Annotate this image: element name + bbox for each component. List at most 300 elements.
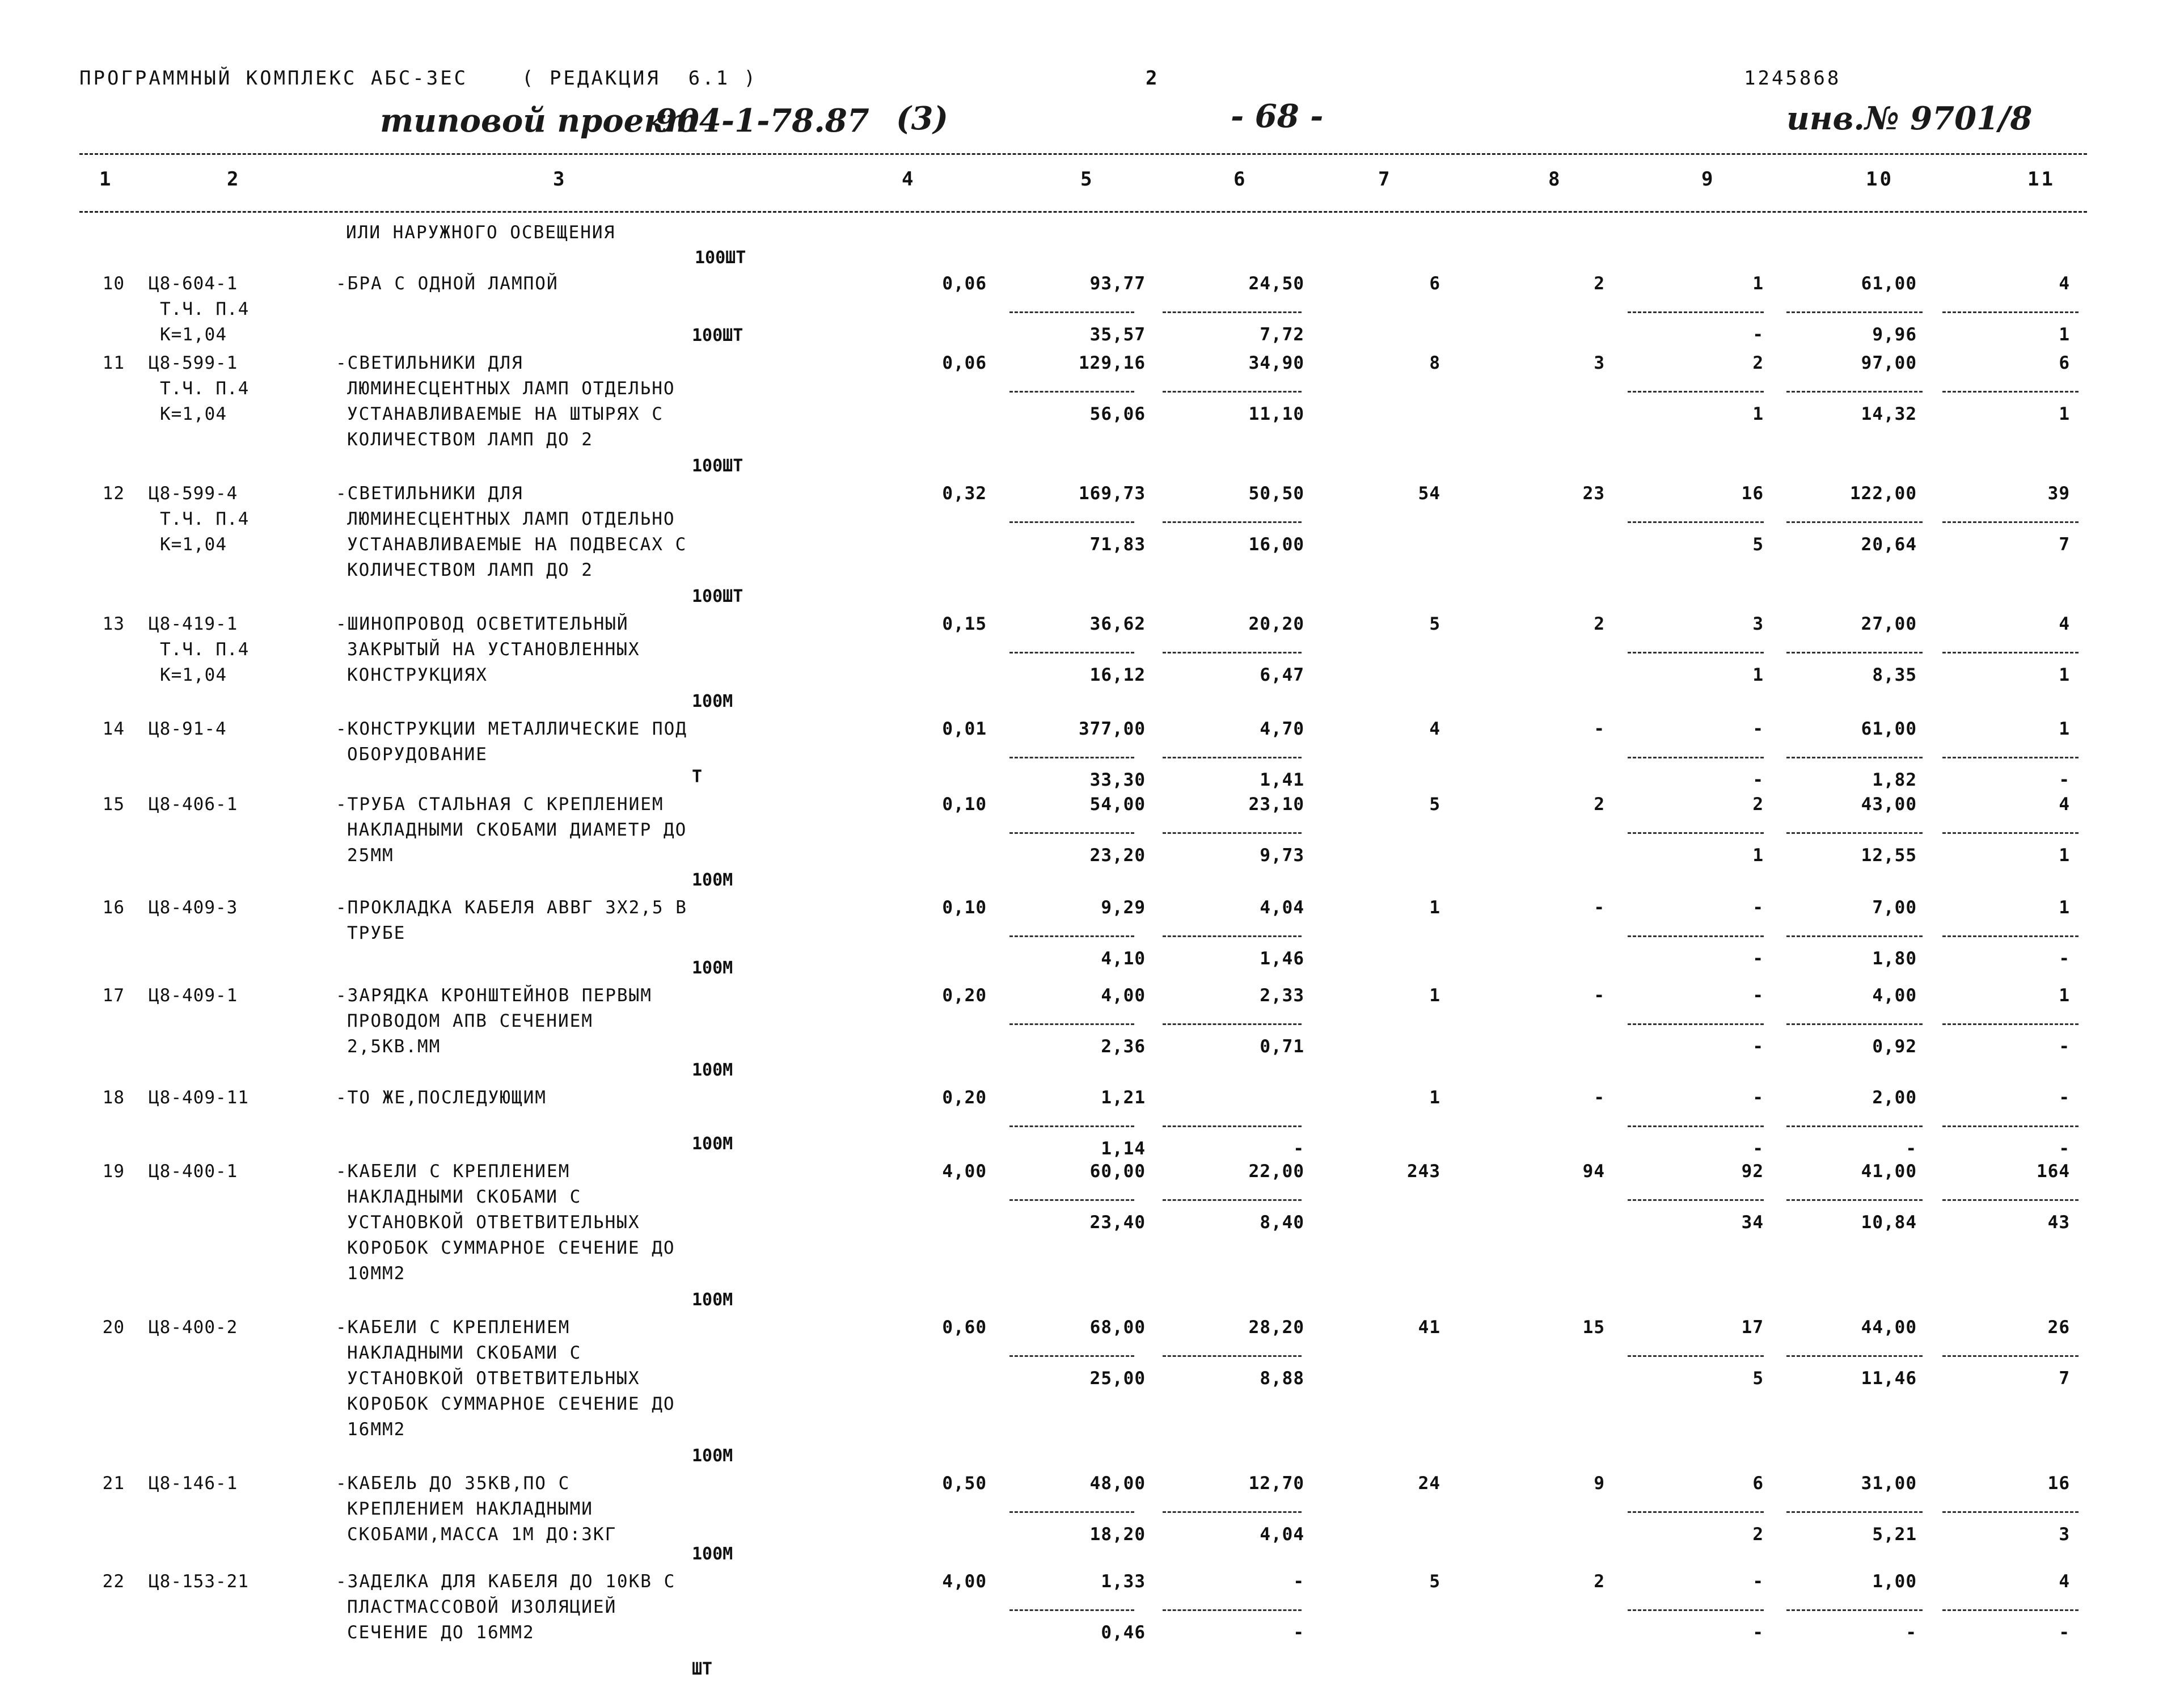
work-description: -ТРУБА СТАЛЬНАЯ С КРЕПЛЕНИЕМ (336, 794, 664, 815)
value-separator (1942, 1023, 2079, 1025)
col7-value: 24 (1418, 1473, 1440, 1494)
resource-code: Ц8-153-21 (149, 1571, 249, 1592)
col11-value: 1 (2059, 897, 2070, 918)
value-separator (1942, 652, 2079, 653)
measure-unit: 100М (692, 1134, 733, 1154)
col10-value: 27,00 (1861, 614, 1917, 634)
value-separator (1009, 1125, 1134, 1127)
project-label: типовой проект (380, 102, 699, 140)
col6-total: 4,04 (1260, 897, 1304, 918)
value-separator (1009, 1609, 1134, 1611)
value-separator (1942, 935, 2079, 937)
measure-unit: 100ШТ (692, 456, 744, 476)
row-number: 17 (102, 985, 125, 1006)
work-description: -КАБЕЛЬ ДО 35КВ,ПО С (336, 1473, 571, 1494)
resource-code: Ц8-91-4 (149, 719, 227, 739)
value-separator (1009, 757, 1134, 758)
header-rule-bottom (79, 211, 2087, 213)
col11-value: 26 (2047, 1317, 2070, 1338)
col5-sub: 2,36 (1101, 1036, 1146, 1057)
value-separator (1786, 311, 1923, 313)
col5-total: 9,29 (1101, 897, 1146, 918)
quantity: 0,10 (942, 897, 987, 918)
col11-value: 4 (2059, 794, 2070, 815)
quantity: 0,20 (942, 1087, 987, 1108)
col6-total: - (1293, 1571, 1304, 1592)
col9-sub: - (1752, 1139, 1764, 1159)
col9-sub: 1 (1752, 845, 1764, 866)
resource-code: К=1,04 (160, 404, 227, 424)
quantity: 4,00 (942, 1161, 987, 1182)
project-number: 904-1-78.87 (655, 102, 869, 140)
col10-value: 1,00 (1872, 1571, 1917, 1592)
value-separator (1786, 757, 1923, 758)
resource-code: Ц8-146-1 (149, 1473, 238, 1494)
work-description: 16ММ2 (347, 1419, 406, 1440)
resource-code: Т.Ч. П.4 (160, 299, 250, 319)
value-separator (1628, 1023, 1764, 1025)
work-description: СЕЧЕНИЕ ДО 16ММ2 (347, 1622, 535, 1643)
work-description: -КАБЕЛИ С КРЕПЛЕНИЕМ (336, 1317, 571, 1338)
col5-sub: 71,83 (1089, 534, 1146, 555)
value-separator (1009, 935, 1134, 937)
col7-value: 4 (1429, 719, 1440, 739)
col5-sub: 56,06 (1089, 404, 1146, 424)
value-separator (1163, 1355, 1302, 1357)
col10-value: 7,00 (1872, 897, 1917, 918)
col6-total: 12,70 (1248, 1473, 1304, 1494)
column-number: 1 (99, 168, 113, 191)
col10-sub: 0,92 (1872, 1036, 1917, 1057)
resource-code: Ц8-419-1 (149, 614, 238, 634)
col11-sub: 3 (2059, 1524, 2070, 1545)
col6-sub: 1,46 (1260, 948, 1304, 969)
measure-unit: Т (692, 767, 703, 787)
value-separator (1628, 521, 1764, 523)
col10-value: 44,00 (1861, 1317, 1917, 1338)
col9-sub: - (1752, 948, 1764, 969)
work-description: КОЛИЧЕСТВОМ ЛАМП ДО 2 (347, 560, 593, 580)
col9-value: 92 (1741, 1161, 1764, 1182)
work-description: КРЕПЛЕНИЕМ НАКЛАДНЫМИ (347, 1499, 593, 1519)
work-description: УСТАНОВКОЙ ОТВЕТВИТЕЛЬНЫХ (347, 1368, 640, 1389)
resource-code: Ц8-409-11 (149, 1087, 249, 1108)
col10-sub: 8,35 (1872, 665, 1917, 685)
col6-sub: 0,71 (1260, 1036, 1304, 1057)
work-description: ЛЮМИНЕСЦЕНТНЫХ ЛАМП ОТДЕЛЬНО (347, 378, 675, 399)
col10-value: 122,00 (1850, 483, 1917, 504)
row-number: 10 (102, 273, 125, 294)
col11-value: - (2059, 1087, 2070, 1108)
value-separator (1786, 935, 1923, 937)
value-separator (1163, 935, 1302, 937)
col11-sub: 1 (2059, 665, 2070, 685)
col8-value: 2 (1594, 614, 1605, 634)
work-description: -ЗАРЯДКА КРОНШТЕЙНОВ ПЕРВЫМ (336, 985, 652, 1006)
value-separator (1942, 832, 2079, 834)
work-description: -ТО ЖЕ,ПОСЛЕДУЮЩИМ (336, 1087, 547, 1108)
quantity: 0,15 (942, 614, 987, 634)
col11-sub: 43 (2047, 1212, 2070, 1233)
resource-code: Т.Ч. П.4 (160, 509, 250, 529)
col8-value: 2 (1594, 273, 1605, 294)
col10-sub: - (1906, 1622, 1917, 1643)
col7-value: 41 (1418, 1317, 1440, 1338)
col9-sub: - (1752, 324, 1764, 345)
value-separator (1009, 1023, 1134, 1025)
col6-total: 24,50 (1248, 273, 1304, 294)
resource-code: Ц8-604-1 (149, 273, 238, 294)
col6-sub: 4,04 (1260, 1524, 1304, 1545)
value-separator (1942, 757, 2079, 758)
col11-value: 164 (2037, 1161, 2070, 1182)
measure-unit: 100ШТ (692, 587, 744, 606)
col5-sub: 35,57 (1089, 324, 1146, 345)
col6-sub: 11,10 (1248, 404, 1304, 424)
value-separator (1628, 1125, 1764, 1127)
measure-unit: 100М (692, 1290, 733, 1310)
value-separator (1786, 1199, 1923, 1201)
work-description: КОРОБОК СУММАРНОЕ СЕЧЕНИЕ ДО (347, 1394, 675, 1414)
quantity: 0,32 (942, 483, 987, 504)
col6-sub: 8,88 (1260, 1368, 1304, 1389)
value-separator (1786, 521, 1923, 523)
col5-sub: 0,46 (1101, 1622, 1146, 1643)
measure-unit: 100М (692, 1544, 733, 1564)
work-description: -КАБЕЛИ С КРЕПЛЕНИЕМ (336, 1161, 571, 1182)
col11-value: 4 (2059, 1571, 2070, 1592)
col10-value: 4,00 (1872, 985, 1917, 1006)
col6-total: 23,10 (1248, 794, 1304, 815)
value-separator (1009, 521, 1134, 523)
col11-value: 16 (2047, 1473, 2070, 1494)
col10-sub: 14,32 (1861, 404, 1917, 424)
work-description: УСТАНАВЛИВАЕМЫЕ НА ШТЫРЯХ С (347, 404, 664, 424)
col5-total: 93,77 (1089, 273, 1146, 294)
col9-sub: 2 (1752, 1524, 1764, 1545)
value-separator (1942, 1511, 2079, 1513)
work-description: -СВЕТИЛЬНИКИ ДЛЯ (336, 483, 523, 504)
col5-sub: 23,40 (1089, 1212, 1146, 1233)
column-number: 2 (227, 168, 241, 191)
work-description: -ШИНОПРОВОД ОСВЕТИТЕЛЬНЫЙ (336, 614, 629, 634)
value-separator (1009, 1511, 1134, 1513)
resource-code: Ц8-599-4 (149, 483, 238, 504)
col5-sub: 33,30 (1089, 770, 1146, 790)
value-separator (1786, 832, 1923, 834)
value-separator (1163, 832, 1302, 834)
col10-value: 61,00 (1861, 273, 1917, 294)
value-separator (1163, 311, 1302, 313)
col10-value: 2,00 (1872, 1087, 1917, 1108)
program-title: ПРОГРАММНЫЙ КОМПЛЕКС АБС-ЗЕС (79, 67, 468, 90)
col11-sub: - (2059, 1139, 2070, 1159)
row-number: 14 (102, 719, 125, 739)
value-separator (1628, 1199, 1764, 1201)
col8-value: 9 (1594, 1473, 1605, 1494)
resource-code: Т.Ч. П.4 (160, 378, 250, 399)
col9-value: 17 (1741, 1317, 1764, 1338)
value-separator (1163, 521, 1302, 523)
col9-value: 3 (1752, 614, 1764, 634)
col5-total: 129,16 (1079, 353, 1146, 373)
col5-total: 48,00 (1089, 1473, 1146, 1494)
value-separator (1786, 1355, 1923, 1357)
value-separator (1163, 652, 1302, 653)
column-number: 3 (553, 168, 567, 191)
col9-sub: 34 (1741, 1212, 1764, 1233)
column-number: 10 (1866, 168, 1894, 191)
value-separator (1009, 1355, 1134, 1357)
value-separator (1009, 311, 1134, 313)
work-description: ОБОРУДОВАНИЕ (347, 744, 488, 765)
col10-value: 41,00 (1861, 1161, 1917, 1182)
col11-sub: 7 (2059, 534, 2070, 555)
col6-sub: 16,00 (1248, 534, 1304, 555)
value-separator (1009, 832, 1134, 834)
work-description: ПРОВОДОМ АПВ СЕЧЕНИЕМ (347, 1011, 593, 1031)
col6-sub: 6,47 (1260, 665, 1304, 685)
col6-total: 50,50 (1248, 483, 1304, 504)
col6-total: 2,33 (1260, 985, 1304, 1006)
quantity: 4,00 (942, 1571, 987, 1592)
work-description: -БРА С ОДНОЙ ЛАМПОЙ (336, 273, 559, 294)
quantity: 0,50 (942, 1473, 987, 1494)
col10-sub: - (1906, 1139, 1917, 1159)
quantity: 0,06 (942, 273, 987, 294)
measure-unit: 100М (692, 1060, 733, 1080)
col11-value: 4 (2059, 614, 2070, 634)
col11-value: 39 (2047, 483, 2070, 504)
resource-code: Ц8-409-3 (149, 897, 238, 918)
col6-sub: 9,73 (1260, 845, 1304, 866)
col11-value: 1 (2059, 719, 2070, 739)
value-separator (1163, 391, 1302, 393)
col5-sub: 18,20 (1089, 1524, 1146, 1545)
col9-value: - (1752, 1571, 1764, 1592)
col6-total: 20,20 (1248, 614, 1304, 634)
resource-code: К=1,04 (160, 534, 227, 555)
col11-sub: 7 (2059, 1368, 2070, 1389)
row-number: 13 (102, 614, 125, 634)
quantity: 0,01 (942, 719, 987, 739)
col5-total: 36,62 (1089, 614, 1146, 634)
col8-value: - (1594, 1087, 1605, 1108)
project-part: (3) (896, 100, 948, 137)
intro-unit: 100ШТ (695, 248, 746, 268)
value-separator (1628, 652, 1764, 653)
row-number: 16 (102, 897, 125, 918)
work-description: -СВЕТИЛЬНИКИ ДЛЯ (336, 353, 523, 373)
work-description: 2,5КВ.ММ (347, 1036, 441, 1057)
value-separator (1163, 1023, 1302, 1025)
work-description: -ПРОКЛАДКА КАБЕЛЯ АВВГ 3Х2,5 В (336, 897, 687, 918)
col9-sub: 1 (1752, 404, 1764, 424)
col7-value: 54 (1418, 483, 1440, 504)
row-number: 15 (102, 794, 125, 815)
value-separator (1163, 757, 1302, 758)
value-separator (1942, 1355, 2079, 1357)
col5-total: 1,21 (1101, 1087, 1146, 1108)
resource-code: Ц8-400-2 (149, 1317, 238, 1338)
value-separator (1628, 1511, 1764, 1513)
work-description: 10ММ2 (347, 1263, 406, 1284)
value-separator (1009, 1199, 1134, 1201)
intro-text: ИЛИ НАРУЖНОГО ОСВЕЩЕНИЯ (346, 222, 616, 243)
row-number: 18 (102, 1087, 125, 1108)
col9-value: - (1752, 719, 1764, 739)
col6-total: 28,20 (1248, 1317, 1304, 1338)
col10-sub: 20,64 (1861, 534, 1917, 555)
col8-value: - (1594, 719, 1605, 739)
col8-value: - (1594, 985, 1605, 1006)
work-description: СКОБАМИ,МАССА 1М ДО:3КГ (347, 1524, 617, 1545)
col5-total: 169,73 (1079, 483, 1146, 504)
column-number: 6 (1233, 168, 1248, 191)
col9-sub: 5 (1752, 1368, 1764, 1389)
resource-code: К=1,04 (160, 324, 227, 345)
column-number: 5 (1080, 168, 1095, 191)
value-separator (1628, 1609, 1764, 1611)
col6-total: 34,90 (1248, 353, 1304, 373)
edition-label: ( РЕДАКЦИЯ 6.1 ) (522, 67, 758, 90)
col7-value: 6 (1429, 273, 1440, 294)
measure-unit: 100М (692, 692, 733, 711)
row-number: 21 (102, 1473, 125, 1494)
value-separator (1628, 832, 1764, 834)
work-description: -ЗАДЕЛКА ДЛЯ КАБЕЛЯ ДО 10КВ С (336, 1571, 676, 1592)
work-description: КОРОБОК СУММАРНОЕ СЕЧЕНИЕ ДО (347, 1238, 675, 1258)
quantity: 0,06 (942, 353, 987, 373)
work-description: НАКЛАДНЫМИ СКОБАМИ С (347, 1343, 582, 1363)
work-description: ЛЮМИНЕСЦЕНТНЫХ ЛАМП ОТДЕЛЬНО (347, 509, 675, 529)
value-separator (1786, 391, 1923, 393)
col7-value: 5 (1429, 794, 1440, 815)
col9-value: 2 (1752, 794, 1764, 815)
measure-unit: ШТ (692, 1659, 713, 1679)
col11-sub: - (2059, 948, 2070, 969)
col9-sub: 1 (1752, 665, 1764, 685)
col10-value: 97,00 (1861, 353, 1917, 373)
row-number: 19 (102, 1161, 125, 1182)
resource-code: Т.Ч. П.4 (160, 639, 250, 660)
value-separator (1628, 935, 1764, 937)
col9-value: 2 (1752, 353, 1764, 373)
col11-value: 4 (2059, 273, 2070, 294)
col9-value: 6 (1752, 1473, 1764, 1494)
col11-sub: - (2059, 1622, 2070, 1643)
inventory-number: инв.№ 9701/8 (1786, 100, 2033, 137)
col8-value: - (1594, 897, 1605, 918)
value-separator (1786, 1023, 1923, 1025)
value-separator (1009, 652, 1134, 653)
col10-value: 31,00 (1861, 1473, 1917, 1494)
col9-value: 16 (1741, 483, 1764, 504)
col9-value: - (1752, 1087, 1764, 1108)
col8-value: 94 (1582, 1161, 1605, 1182)
col5-sub: 1,14 (1101, 1139, 1146, 1159)
column-number: 9 (1701, 168, 1716, 191)
col5-sub: 16,12 (1089, 665, 1146, 685)
col5-total: 4,00 (1101, 985, 1146, 1006)
quantity: 0,10 (942, 794, 987, 815)
measure-unit: 100ШТ (692, 326, 744, 345)
value-separator (1009, 391, 1134, 393)
work-description: УСТАНОВКОЙ ОТВЕТВИТЕЛЬНЫХ (347, 1212, 640, 1233)
col9-value: 1 (1752, 273, 1764, 294)
col7-value: 1 (1429, 1087, 1440, 1108)
row-number: 22 (102, 1571, 125, 1592)
value-separator (1942, 391, 2079, 393)
col10-sub: 1,80 (1872, 948, 1917, 969)
column-number: 4 (902, 168, 916, 191)
value-separator (1163, 1511, 1302, 1513)
col5-total: 54,00 (1089, 794, 1146, 815)
work-description: НАКЛАДНЫМИ СКОБАМИ С (347, 1187, 582, 1207)
value-separator (1942, 1609, 2079, 1611)
col10-sub: 10,84 (1861, 1212, 1917, 1233)
col10-sub: 12,55 (1861, 845, 1917, 866)
work-description: ТРУБЕ (347, 923, 406, 943)
resource-code: Ц8-406-1 (149, 794, 238, 815)
col11-sub: 1 (2059, 324, 2070, 345)
value-separator (1628, 757, 1764, 758)
col6-sub: 1,41 (1260, 770, 1304, 790)
work-description: КОНСТРУКЦИЯХ (347, 665, 488, 685)
column-number: 8 (1548, 168, 1562, 191)
resource-code: К=1,04 (160, 665, 227, 685)
resource-code: Ц8-400-1 (149, 1161, 238, 1182)
resource-code: Ц8-599-1 (149, 353, 238, 373)
col7-value: 1 (1429, 985, 1440, 1006)
col11-sub: - (2059, 770, 2070, 790)
col11-sub: - (2059, 1036, 2070, 1057)
col9-sub: - (1752, 1622, 1764, 1643)
col5-sub: 23,20 (1089, 845, 1146, 866)
col8-value: 3 (1594, 353, 1605, 373)
col5-sub: 25,00 (1089, 1368, 1146, 1389)
col7-value: 5 (1429, 614, 1440, 634)
col7-value: 5 (1429, 1571, 1440, 1592)
value-separator (1163, 1609, 1302, 1611)
col6-total: 22,00 (1248, 1161, 1304, 1182)
value-separator (1942, 1199, 2079, 1201)
measure-unit: 100М (692, 870, 733, 890)
col5-total: 1,33 (1101, 1571, 1146, 1592)
col10-sub: 9,96 (1872, 324, 1917, 345)
col6-sub: - (1293, 1139, 1304, 1159)
work-description: УСТАНАВЛИВАЕМЫЕ НА ПОДВЕСАХ С (347, 534, 687, 555)
value-separator (1163, 1199, 1302, 1201)
page-number: 2 (1146, 67, 1160, 90)
col8-value: 15 (1582, 1317, 1605, 1338)
row-number: 11 (102, 353, 125, 373)
page-mark: - 68 - (1231, 98, 1324, 135)
value-separator (1163, 1125, 1302, 1127)
row-number: 20 (102, 1317, 125, 1338)
value-separator (1786, 652, 1923, 653)
work-description: НАКЛАДНЫМИ СКОБАМИ ДИАМЕТР ДО (347, 820, 687, 840)
col5-total: 377,00 (1079, 719, 1146, 739)
col8-value: 23 (1582, 483, 1605, 504)
work-description: ПЛАСТМАССОВОЙ ИЗОЛЯЦИЕЙ (347, 1597, 617, 1617)
value-separator (1942, 521, 2079, 523)
col10-sub: 1,82 (1872, 770, 1917, 790)
col11-value: 6 (2059, 353, 2070, 373)
value-separator (1628, 1355, 1764, 1357)
col6-sub: 7,72 (1260, 324, 1304, 345)
col9-value: - (1752, 985, 1764, 1006)
